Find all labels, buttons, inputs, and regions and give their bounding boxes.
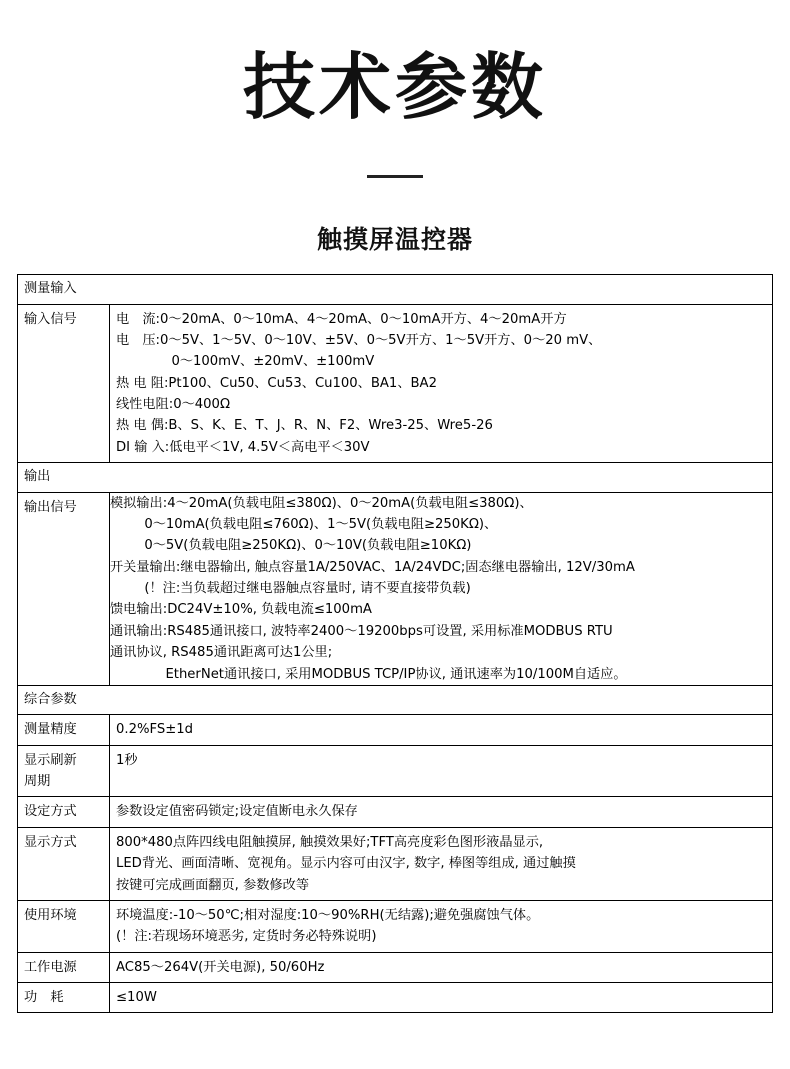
row-value xyxy=(110,952,773,982)
row-value-group-cell xyxy=(110,599,772,620)
table-row xyxy=(18,797,773,827)
table-row xyxy=(18,715,773,745)
row-value-group-cell xyxy=(110,493,772,557)
table-section-heading-row xyxy=(18,463,773,492)
spec-block xyxy=(116,987,766,1008)
specifications-table xyxy=(17,274,773,1013)
spec-block xyxy=(116,832,766,896)
spec-line: 参数设定值密码锁定;设定值断电永久保存 xyxy=(116,804,358,820)
spec-line: 0～5V(负载电阻≥250KΩ)、0～10V(负载电阻≥10KΩ) xyxy=(144,538,472,554)
row-value xyxy=(110,983,773,1013)
row-value-group xyxy=(110,493,772,557)
spec-line: 通讯输出:RS485通讯接口, 波特率2400～19200bps可设置, 采用标准MODBUS RTU xyxy=(110,623,613,639)
spec-line: (！注:当负载超过继电器触点容量时, 请不要直接带负载) xyxy=(144,581,471,597)
row-value xyxy=(110,715,773,745)
section-heading: 输出 xyxy=(18,463,773,492)
row-value-group-cell xyxy=(110,621,772,685)
spec-line: 热 电 偶:B、S、K、E、T、J、R、N、F2、Wre3-25、Wre5-26 xyxy=(116,418,493,434)
spec-line: (！注:若现场环境恶劣, 定货时务必特殊说明) xyxy=(116,929,377,945)
section-heading: 综合参数 xyxy=(18,685,773,714)
spec-line: 模拟输出:4～20mA(负载电阻≤380Ω)、0～20mA(负载电阻≤380Ω)、 xyxy=(110,495,533,511)
row-label: 输入信号 xyxy=(18,304,110,463)
product-subtitle: 触摸屏温控器 xyxy=(316,225,473,255)
row-value xyxy=(110,900,773,952)
row-label: 使用环境 xyxy=(18,900,110,952)
row-value-group xyxy=(110,599,772,620)
spec-line: 0～10mA(负载电阻≤760Ω)、1～5V(负载电阻≥250KΩ)、 xyxy=(144,516,498,532)
row-value xyxy=(110,745,773,797)
table-row xyxy=(18,900,773,952)
spec-line: 800*480点阵四线电阻触摸屏, 触摸效果好;TFT高亮度彩色图形液晶显示, xyxy=(116,834,544,850)
row-label: 输出信号 xyxy=(18,492,110,685)
table-row xyxy=(18,983,773,1013)
spec-line: ≤10W xyxy=(116,990,157,1006)
section-heading: 测量输入 xyxy=(18,275,773,304)
spec-line: 0.2%FS±1d xyxy=(116,722,194,738)
spec-line: 1秒 xyxy=(116,752,138,768)
row-value xyxy=(110,304,773,463)
spec-block xyxy=(116,905,766,948)
spec-line: 开关量输出:继电器输出, 触点容量1A/250VAC、1A/24VDC;固态继电器输出, 12V/30mA xyxy=(110,559,635,575)
table-row xyxy=(18,745,773,797)
spec-block xyxy=(116,719,766,740)
spec-line: 按键可完成画面翻页, 参数修改等 xyxy=(116,877,310,893)
row-label xyxy=(18,745,110,797)
page-title: 技术参数 xyxy=(242,45,547,129)
row-label: 设定方式 xyxy=(18,797,110,827)
table-section-heading-row xyxy=(18,275,773,304)
row-label: 工作电源 xyxy=(18,952,110,982)
spec-block xyxy=(110,557,772,600)
row-label: 测量精度 xyxy=(18,715,110,745)
spec-block xyxy=(110,599,772,620)
spec-line: 电 压:0～5V、1～5V、0～10V、±5V、0～5V开方、1～5V开方、0～20 mV、 xyxy=(116,332,602,348)
row-label: 功 耗 xyxy=(18,983,110,1013)
spec-block xyxy=(116,750,766,771)
spec-block xyxy=(116,801,766,822)
row-value-group-cell xyxy=(110,557,772,600)
table-row xyxy=(18,827,773,900)
row-label-line: 周期 xyxy=(24,774,51,790)
spec-line: 线性电阻:0～400Ω xyxy=(116,397,231,413)
spec-line: EtherNet通讯接口, 采用MODBUS TCP/IP协议, 通讯速率为10/100M自适应。 xyxy=(165,666,627,682)
spec-block xyxy=(110,621,772,685)
table-body xyxy=(18,275,773,1013)
row-value xyxy=(110,492,773,685)
spec-line: AC85～264V(开关电源), 50/60Hz xyxy=(116,959,325,975)
spec-line: 热 电 阻:Pt100、Cu50、Cu53、Cu100、BA1、BA2 xyxy=(116,375,437,391)
row-value xyxy=(110,827,773,900)
spec-line: 通讯协议, RS485通讯距离可达1公里; xyxy=(110,645,333,661)
row-value xyxy=(110,797,773,827)
spec-block xyxy=(116,309,766,459)
spec-line: DI 输 入:低电平＜1V, 4.5V＜高电平＜30V xyxy=(116,439,370,455)
table-row xyxy=(18,304,773,463)
row-value-groups xyxy=(110,493,772,685)
row-value-group xyxy=(110,621,772,685)
spec-line: LED背光、画面清晰、宽视角。显示内容可由汉字, 数字, 棒图等组成, 通过触摸 xyxy=(116,856,576,872)
title-divider xyxy=(367,175,423,178)
table-row xyxy=(18,952,773,982)
spec-line: 电 流:0～20mA、0～10mA、4～20mA、0～10mA开方、4～20mA开方 xyxy=(116,311,567,327)
spec-line: 馈电输出:DC24V±10%, 负载电流≤100mA xyxy=(110,602,372,618)
table-row xyxy=(18,492,773,685)
spec-block xyxy=(110,493,772,557)
spec-block xyxy=(116,957,766,978)
spec-line: 0～100mV、±20mV、±100mV xyxy=(171,354,375,370)
row-value-group xyxy=(110,557,772,600)
table-section-heading-row xyxy=(18,685,773,714)
spec-line: 环境温度:-10～50℃;相对湿度:10～90%RH(无结露);避免强腐蚀气体。 xyxy=(116,907,540,923)
row-label-line: 显示刷新 xyxy=(24,752,77,768)
row-label: 显示方式 xyxy=(18,827,110,900)
